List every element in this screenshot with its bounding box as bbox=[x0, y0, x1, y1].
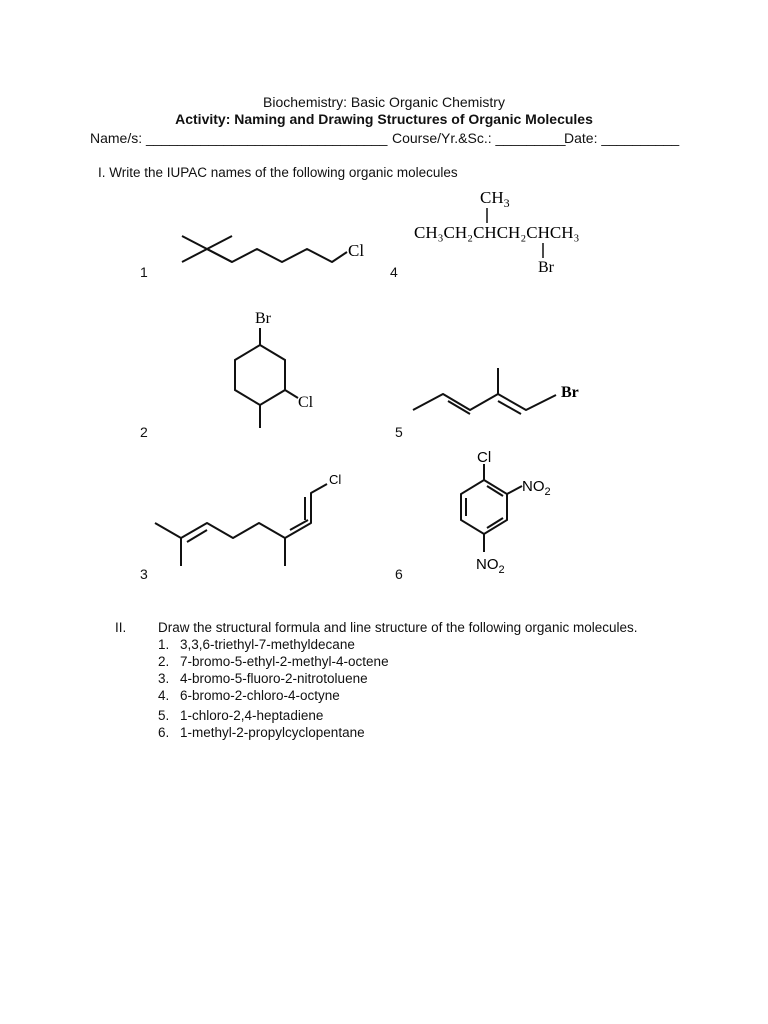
course-title: Biochemistry: Basic Organic Chemistry bbox=[263, 94, 505, 110]
list-item-text: 6-bromo-2-chloro-4-octyne bbox=[180, 688, 340, 703]
list-item-number: 5. bbox=[158, 708, 170, 723]
molecule-2-br-label: Br bbox=[255, 310, 271, 327]
section2-numeral: II. bbox=[115, 620, 127, 635]
molecule-number-4: 4 bbox=[390, 264, 398, 280]
name-field-label: Name/s: _______________________________ bbox=[90, 130, 388, 146]
molecule-number-3: 3 bbox=[140, 566, 148, 582]
list-item-text: 7-bromo-5-ethyl-2-methyl-4-octene bbox=[180, 654, 389, 669]
list-item-number: 2. bbox=[158, 654, 170, 669]
list-item bbox=[158, 725, 365, 740]
molecule-number-2: 2 bbox=[140, 424, 148, 440]
date-field-label: Date: __________ bbox=[564, 130, 680, 146]
list-item bbox=[158, 654, 389, 669]
molecule-4-br-label: Br bbox=[538, 259, 554, 276]
molecule-3-cl-label: Cl bbox=[329, 472, 342, 487]
list-item-text: 4-bromo-5-fluoro-2-nitrotoluene bbox=[180, 671, 368, 686]
molecule-6-cl-label: Cl bbox=[477, 449, 492, 466]
list-item-number: 4. bbox=[158, 688, 170, 703]
molecule-number-5: 5 bbox=[395, 424, 403, 440]
molecule-6-no2-top-label: $NO_2$ bbox=[522, 478, 551, 498]
molecule-5-br-label: Br bbox=[561, 384, 579, 401]
list-item-text: 1-chloro-2,4-heptadiene bbox=[180, 708, 324, 723]
molecule-4-ch3-label: $CH_3$ bbox=[480, 188, 510, 210]
list-item-number: 3. bbox=[158, 671, 170, 686]
molecule-2-cl-label: Cl bbox=[298, 394, 314, 411]
list-item bbox=[158, 671, 368, 686]
molecule-4-chain-label: CH₃CH₂CHCH₂CHCH₃ bbox=[414, 223, 580, 242]
list-item bbox=[158, 708, 323, 723]
list-item bbox=[158, 688, 340, 703]
section1-instruction: I. Write the IUPAC names of the following organic molecules bbox=[98, 165, 458, 180]
molecule-1-cl-label: Cl bbox=[348, 241, 365, 260]
list-item-text: 1-methyl-2-propylcyclopentane bbox=[180, 725, 365, 740]
list-item bbox=[158, 637, 355, 652]
list-item-number: 6. bbox=[158, 725, 170, 740]
molecule-6-no2-bottom-label: $NO_2$ bbox=[476, 556, 505, 576]
molecule-number-6: 6 bbox=[395, 566, 403, 582]
section2-instruction: Draw the structural formula and line structure of the following organic molecules. bbox=[158, 620, 638, 635]
course-field-label: Course/Yr.&Sc.: _________ bbox=[392, 130, 566, 146]
list-item-text: 3,3,6-triethyl-7-methyldecane bbox=[180, 637, 355, 652]
molecule-number-1: 1 bbox=[140, 264, 148, 280]
list-item-number: 1. bbox=[158, 637, 170, 652]
activity-title: Activity: Naming and Drawing Structures of Organic Molecules bbox=[175, 111, 593, 127]
